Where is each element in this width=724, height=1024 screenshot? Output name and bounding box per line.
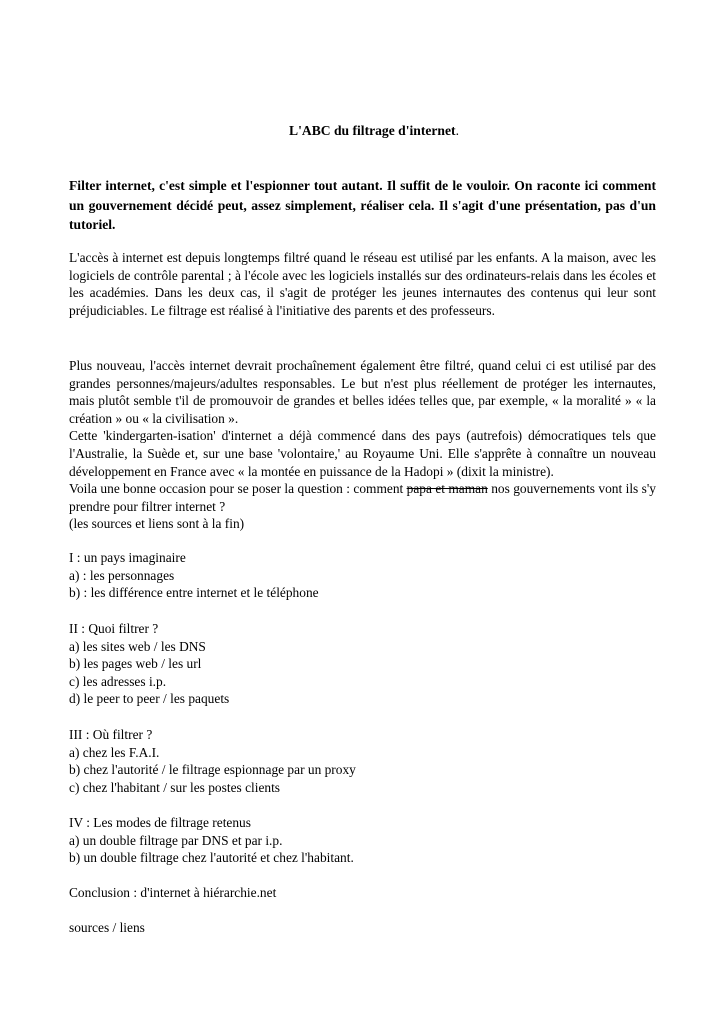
outline-item: a) les sites web / les DNS	[69, 638, 206, 654]
question-before: Voila une bonne occasion pour se poser la question : comment	[69, 481, 407, 497]
paragraph-adult-filtering-c	[69, 480, 656, 515]
outline-item: a) chez les F.A.I.	[69, 744, 160, 760]
title-dot: .	[455, 123, 459, 138]
paragraph-parental-filtering: L'accès à internet est depuis longtemps filtré quand le réseau est utilisé par les enfants. A la maison, avec les logiciels de contrôle parental ; à l'école avec les logiciels installés sur des ordinateurs-relais dans les écoles et les académies. Dans les deux cas, il s'agit de protéger les jeunes internautes des contenus qui leur sont préjudiciables. Le filtrage est réalisé à l'initiative des parents et des professeurs.	[69, 250, 656, 318]
struck-text: papa et maman	[406, 481, 488, 497]
sources-line: sources / liens	[69, 920, 145, 935]
question-after: nos gouvernements vont ils s'y prendre pour filtrer internet ?	[69, 481, 656, 514]
section-heading: I : un pays imaginaire	[69, 550, 186, 565]
paragraph-adult-filtering	[69, 357, 656, 533]
document-title	[0, 122, 724, 140]
outline-item: c) chez l'habitant / sur les postes clients	[69, 779, 281, 795]
outline-item: b) un double filtrage chez l'autorité et chez l'habitant.	[69, 850, 354, 866]
outline-section-1	[69, 549, 656, 602]
section-heading: II : Quoi filtrer ?	[69, 621, 159, 636]
outline-section-4	[69, 814, 656, 867]
outline-item: a) : les personnages	[69, 567, 175, 583]
outline-item: d) le peer to peer / les paquets	[69, 691, 230, 707]
outline-section-3	[69, 726, 656, 796]
section-heading: IV : Les modes de filtrage retenus	[69, 815, 251, 830]
sources-note: (les sources et liens sont à la fin)	[69, 516, 245, 532]
title-text: L'ABC du filtrage d'internet	[289, 123, 456, 138]
section-heading: III : Où filtrer ?	[69, 727, 153, 742]
outline-item: b) : les différence entre internet et le téléphone	[69, 585, 319, 601]
outline-item: b) les pages web / les url	[69, 656, 202, 672]
outline-item: b) chez l'autorité / le filtrage espionnage par un proxy	[69, 762, 356, 778]
conclusion-line: Conclusion : d'internet à hiérarchie.net	[69, 885, 277, 900]
outline-section-2	[69, 620, 656, 708]
paragraph-adult-filtering-a: Plus nouveau, l'accès internet devrait prochaînement également être filtré, quand celui ci est utilisé par des grandes personnes/majeurs/adultes responsables. Le but n'est plus réellement de protéger les internautes, mais plutôt semble t'il de promouvoir de grandes et belles idées telles que, par exemple, « la moralité » « la création » ou « la civilisation ».	[69, 358, 656, 426]
outline-item: c) les adresses i.p.	[69, 673, 167, 689]
paragraph-adult-filtering-b: Cette 'kindergarten-isation' d'internet a déjà commencé dans des pays (autrefois) démocratiques tels que l'Australie, la Suède et, sur une base 'volontaire,' au Royaume Uni. Elle s'apprête à connaître un nouveau développement en France avec « la montée en puissance de la Hadopi » (dixit la ministre).	[69, 428, 656, 479]
outline-item: a) un double filtrage par DNS et par i.p.	[69, 832, 283, 848]
intro-paragraph: Filter internet, c'est simple et l'espionner tout autant. Il suffit de le vouloir. On raconte ici comment un gouvernement décidé peut, assez simplement, réaliser cela. Il s'agit d'une présentation, pas d'un tutoriel.	[69, 178, 656, 233]
